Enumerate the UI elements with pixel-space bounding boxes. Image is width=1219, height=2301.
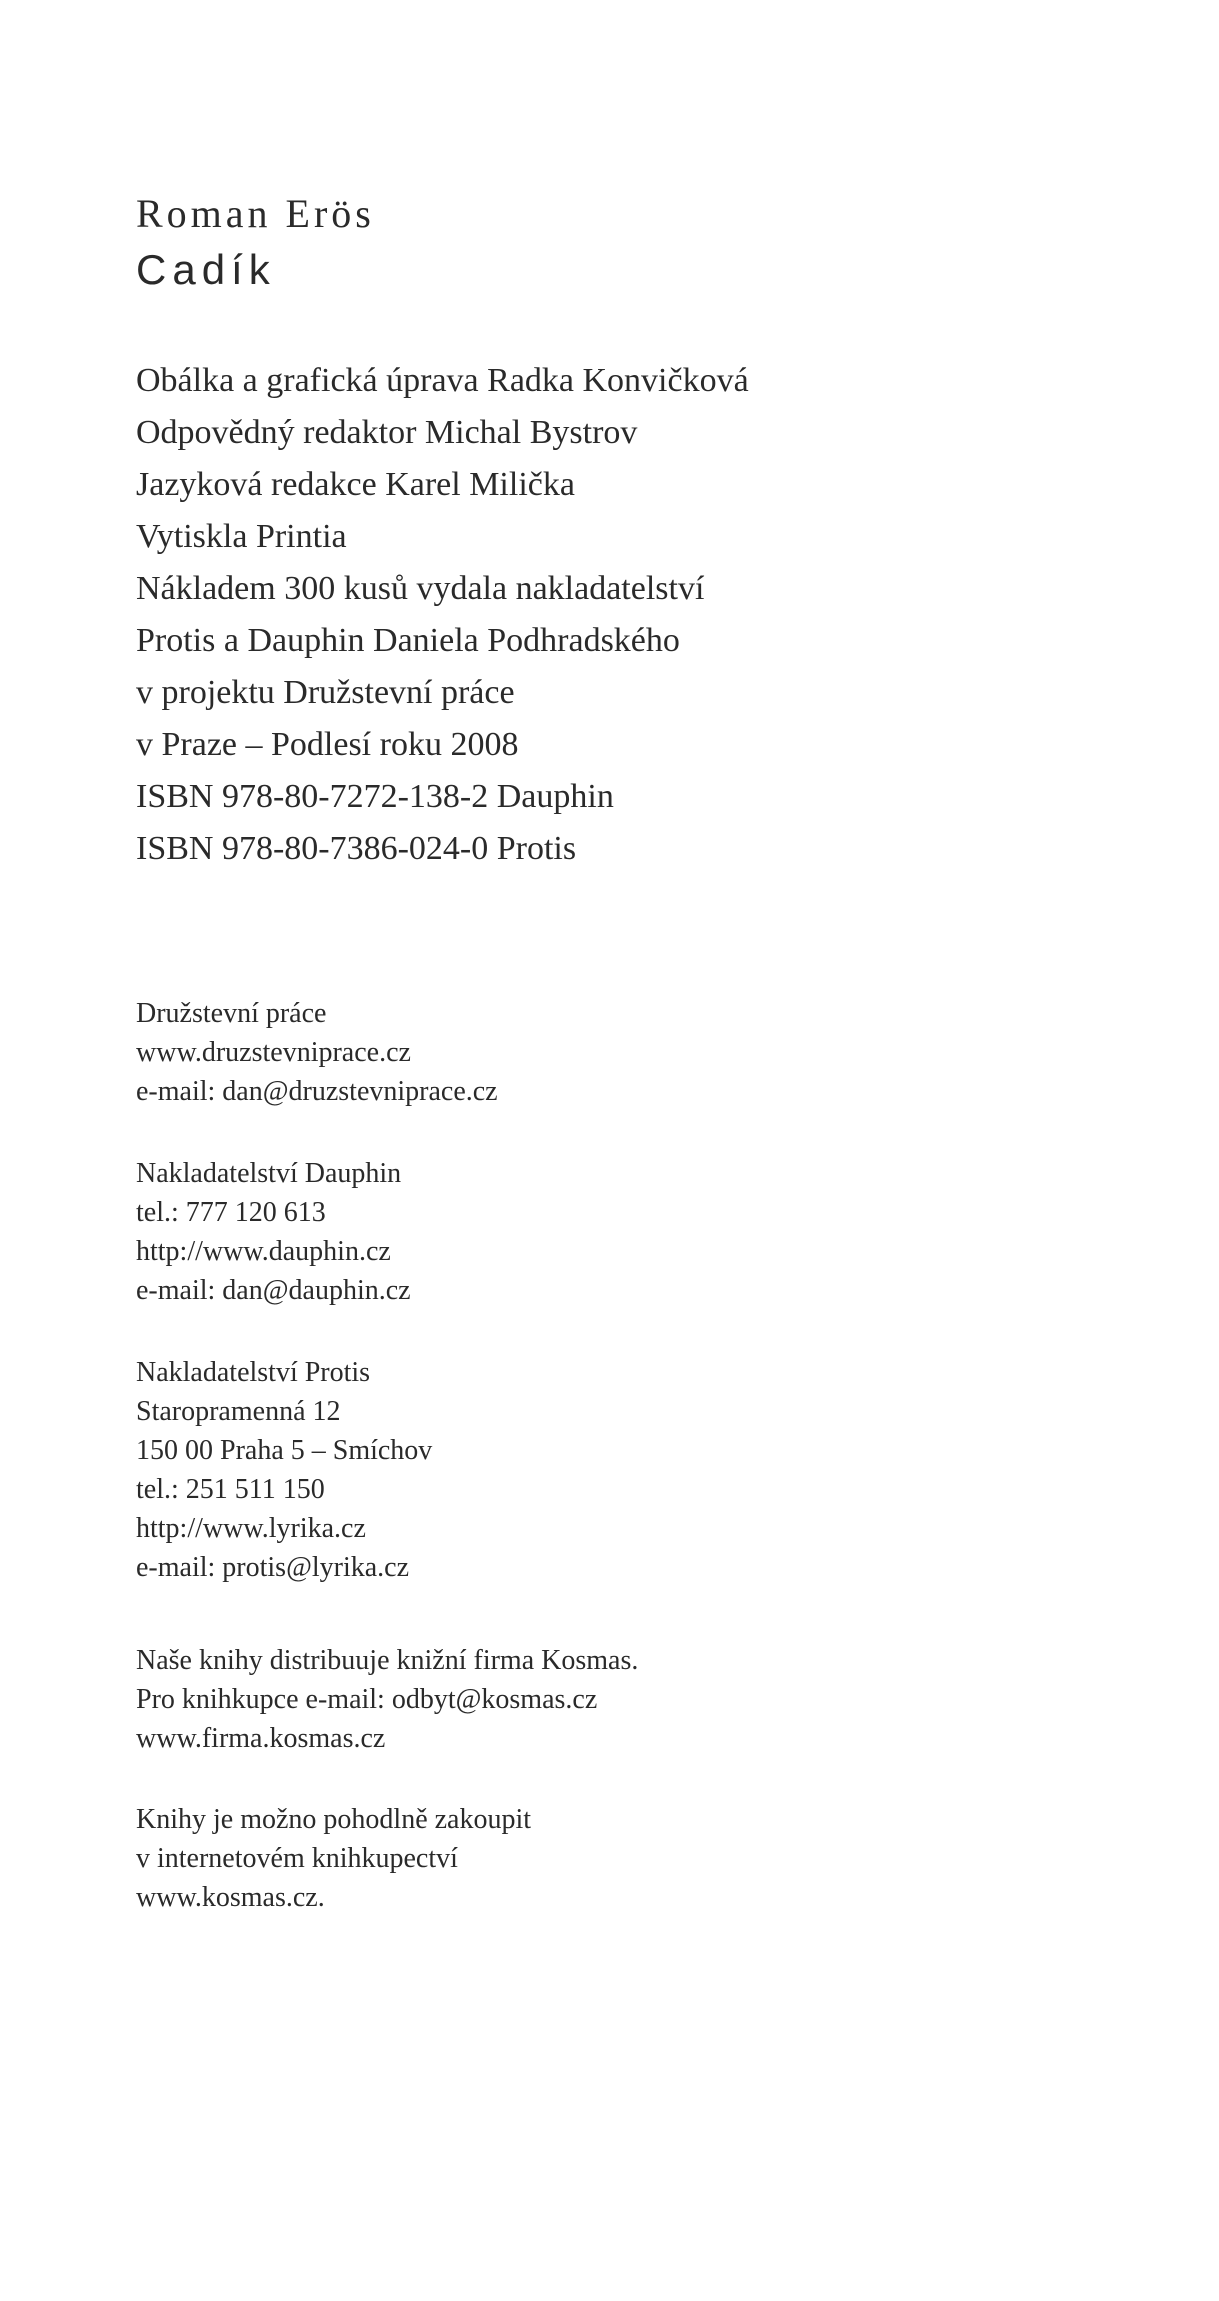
- isbn-protis: ISBN 978-80-7386-024-0 Protis: [136, 830, 577, 867]
- contact-website: http://www.lyrika.cz: [136, 1513, 366, 1544]
- isbn-dauphin: ISBN 978-80-7272-138-2 Dauphin: [136, 778, 614, 815]
- distribution-email: Pro knihkupce e-mail: odbyt@kosmas.cz: [136, 1684, 598, 1715]
- purchase-line: v internetovém knihkupectví: [136, 1843, 458, 1874]
- druzstevni-prace-contact: [136, 994, 498, 1111]
- contact-phone: tel.: 251 511 150: [136, 1474, 325, 1505]
- contact-email: e-mail: protis@lyrika.cz: [136, 1552, 410, 1583]
- distribution-note: Naše knihy distribuuje knižní firma Kosmas.: [136, 1645, 639, 1676]
- contact-email: e-mail: dan@druzstevniprace.cz: [136, 1076, 498, 1107]
- contact-city: 150 00 Praha 5 – Smíchov: [136, 1435, 433, 1466]
- contact-street: Staropramenná 12: [136, 1396, 341, 1427]
- contact-phone: tel.: 777 120 613: [136, 1197, 326, 1228]
- contact-name: Družstevní práce: [136, 998, 327, 1029]
- purchase-website: www.kosmas.cz.: [136, 1882, 325, 1913]
- credit-place-year: v Praze – Podlesí roku 2008: [136, 726, 519, 763]
- kosmas-distribution: [136, 1641, 638, 1758]
- credit-project: v projektu Družstevní práce: [136, 674, 515, 711]
- dauphin-contact: [136, 1154, 411, 1310]
- contact-name: Nakladatelství Dauphin: [136, 1158, 402, 1189]
- contact-name: Nakladatelství Protis: [136, 1357, 371, 1388]
- book-title: Cadík: [136, 246, 276, 293]
- credits-list: [136, 355, 749, 875]
- credit-publishers: Protis a Dauphin Daniela Podhradského: [136, 622, 680, 659]
- purchase-line: Knihy je možno pohodlně zakoupit: [136, 1804, 532, 1835]
- distribution-website: www.firma.kosmas.cz: [136, 1723, 386, 1754]
- contact-website: www.druzstevniprace.cz: [136, 1037, 411, 1068]
- credit-language-editor: Jazyková redakce Karel Milička: [136, 466, 575, 503]
- contact-email: e-mail: dan@dauphin.cz: [136, 1275, 411, 1306]
- contact-website: http://www.dauphin.cz: [136, 1236, 391, 1267]
- protis-contact: [136, 1353, 432, 1587]
- credit-cover-design: Obálka a grafická úprava Radka Konvičková: [136, 362, 749, 399]
- credit-print-run: Nákladem 300 kusů vydala nakladatelství: [136, 570, 705, 607]
- credit-editor: Odpovědný redaktor Michal Bystrov: [136, 414, 638, 451]
- author-name: Roman Erös: [136, 191, 375, 236]
- credit-printer: Vytiskla Printia: [136, 518, 347, 555]
- purchase-info: [136, 1800, 531, 1917]
